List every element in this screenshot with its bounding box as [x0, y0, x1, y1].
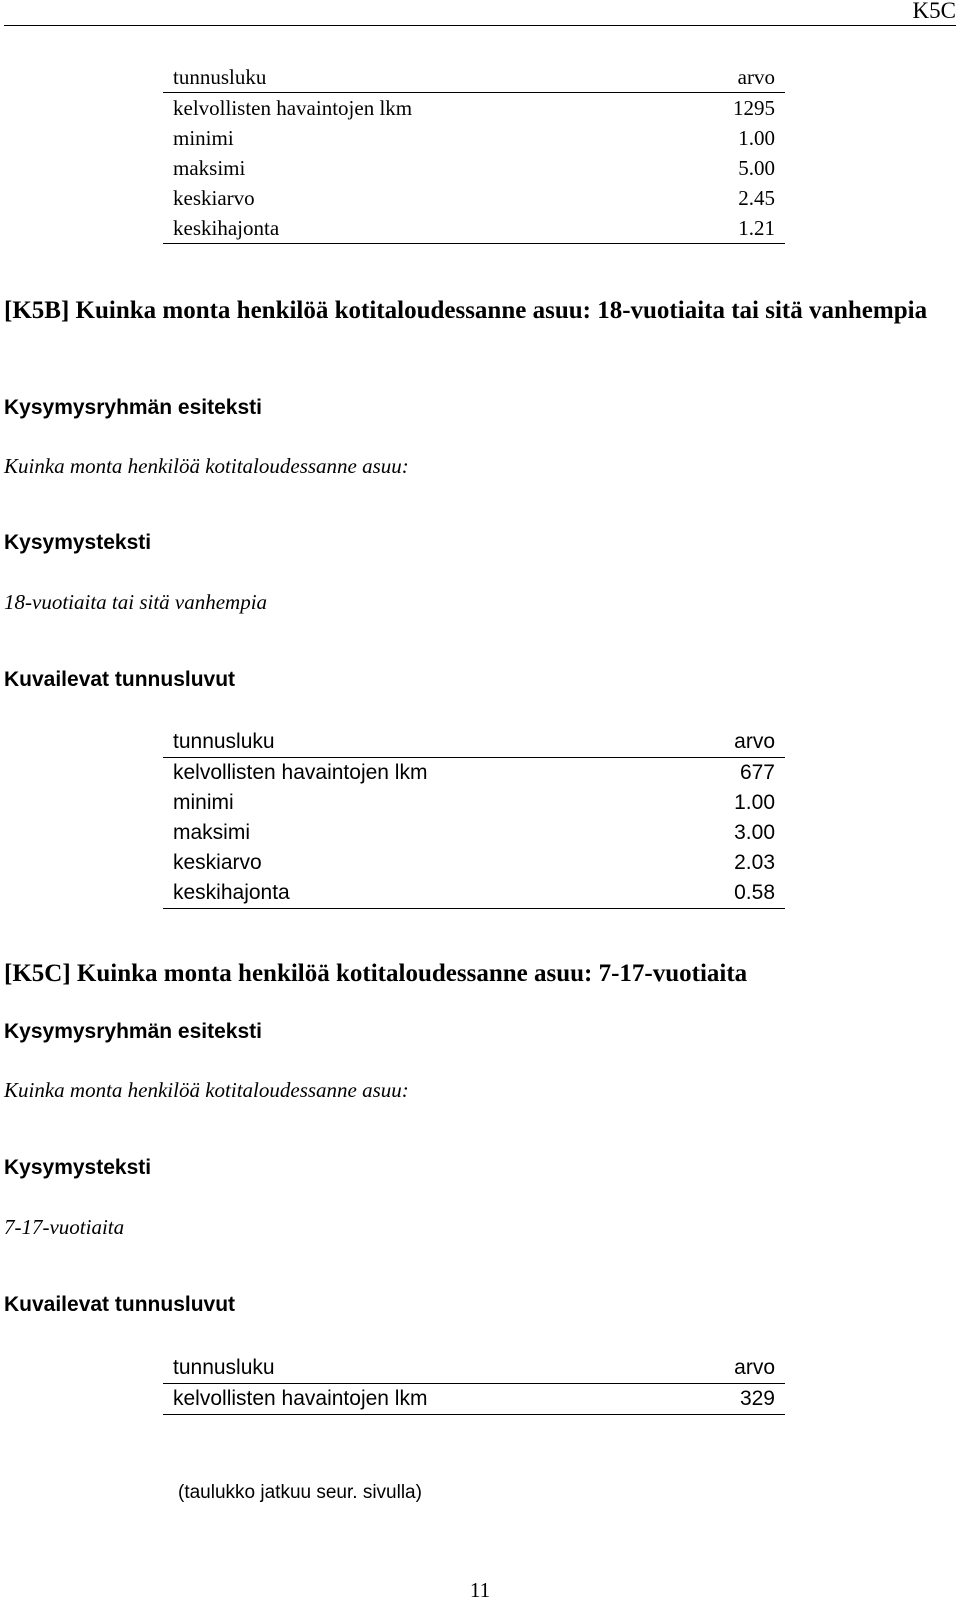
stat-name: maksimi [173, 156, 246, 180]
stat-value: 2.45 [738, 186, 775, 210]
table-continues-note: (taulukko jatkuu seur. sivulla) [178, 1482, 422, 1503]
stat-name: minimi [173, 126, 234, 150]
column-header-statistic: tunnusluku [163, 1353, 672, 1384]
question-title-k5c: [K5C] Kuinka monta henkilöä kotitaloudessanne asuu: 7-17-vuotiaita [4, 960, 748, 987]
stat-value: 1.21 [665, 213, 785, 244]
table-row [163, 848, 785, 878]
stat-value: 5.00 [738, 156, 775, 180]
stat-value: 1.00 [738, 126, 775, 150]
stat-name: kelvollisten havaintojen lkm [163, 1384, 672, 1415]
table-row [163, 93, 785, 124]
question-text-heading: Kysymysteksti [4, 1156, 152, 1179]
stat-value: 3.00 [734, 821, 775, 844]
table-row [163, 758, 785, 789]
table-header-row [163, 62, 785, 93]
table-row [163, 213, 785, 244]
stat-name: keskiarvo [173, 186, 255, 210]
stat-name: maksimi [173, 821, 250, 844]
stat-name: minimi [173, 791, 234, 814]
stat-name: keskiarvo [173, 851, 262, 874]
stat-name: kelvollisten havaintojen lkm [173, 761, 428, 784]
table-row [163, 818, 785, 848]
group-text-heading: Kysymysryhmän esiteksti [4, 396, 262, 419]
table-header-row [163, 1353, 785, 1384]
stat-name: keskihajonta [163, 213, 665, 244]
table-row [163, 1384, 785, 1415]
stat-value: 1295 [733, 96, 775, 120]
stat-value: 677 [739, 761, 775, 784]
group-text-heading: Kysymysryhmän esiteksti [4, 1020, 262, 1043]
stats-table-2 [163, 727, 785, 909]
stat-value: 0.58 [672, 878, 785, 909]
column-header-statistic: tunnusluku [163, 727, 672, 758]
stat-name: kelvollisten havaintojen lkm [173, 96, 413, 120]
group-text: Kuinka monta henkilöä kotitaloudessanne asuu: [4, 454, 409, 478]
table-row [163, 153, 785, 183]
column-header-value: arvo [672, 1353, 785, 1384]
stat-name: keskihajonta [163, 878, 672, 909]
column-header-value: arvo [672, 727, 785, 758]
table-row [163, 878, 785, 909]
stat-value: 329 [672, 1384, 785, 1415]
page-number: 11 [469, 1578, 491, 1602]
descriptive-stats-heading: Kuvailevat tunnusluvut [4, 1293, 236, 1316]
table-row [163, 123, 785, 153]
column-header-value: arvo [665, 62, 785, 93]
question-text-heading: Kysymysteksti [4, 531, 152, 554]
running-header-title: K5C [912, 0, 956, 23]
descriptive-stats-heading: Kuvailevat tunnusluvut [4, 668, 236, 691]
column-header-statistic: tunnusluku [163, 62, 665, 93]
stat-value: 1.00 [734, 791, 775, 814]
group-text: Kuinka monta henkilöä kotitaloudessanne asuu: [4, 1078, 409, 1102]
question-text: 18-vuotiaita tai sitä vanhempia [4, 590, 268, 614]
question-text: 7-17-vuotiaita [4, 1215, 125, 1239]
stats-table-1 [163, 62, 785, 244]
question-title-k5b: [K5B] Kuinka monta henkilöä kotitaloudessanne asuu: 18-vuotiaita tai sitä vanhempia [4, 297, 928, 324]
table-header-row [163, 727, 785, 758]
running-header [4, 0, 956, 26]
table-row [163, 788, 785, 818]
stat-value: 2.03 [734, 851, 775, 874]
table-row [163, 183, 785, 213]
stats-table-3 [163, 1353, 785, 1415]
